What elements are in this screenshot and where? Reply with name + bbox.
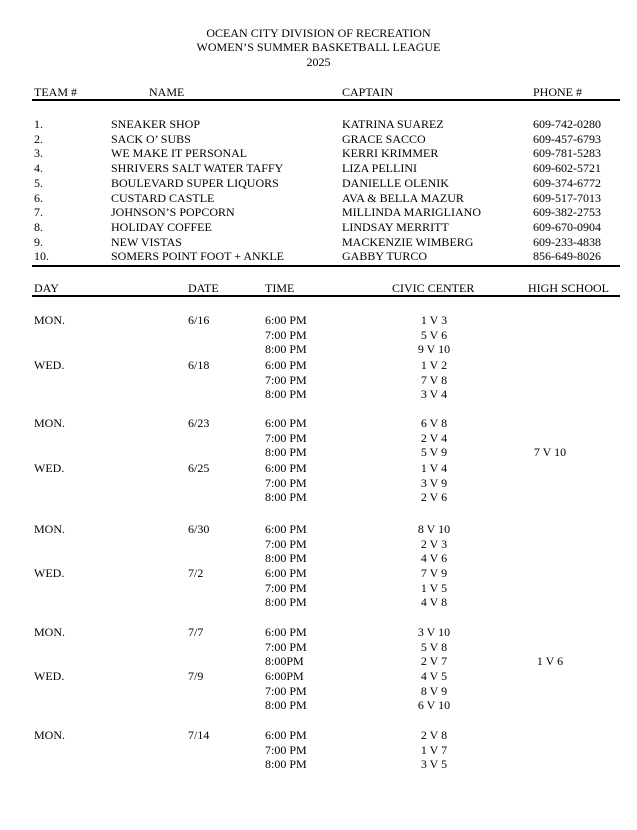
col-header-phone: PHONE #	[533, 85, 583, 99]
civic-center-matchup: 9 V 10	[417, 342, 451, 357]
teams-bottom-rule	[32, 265, 620, 267]
team-phone: 609-517-7013	[533, 190, 601, 205]
civic-center-matchup: 6 V 10	[417, 698, 451, 713]
league-title-line1: OCEAN CITY DIVISION OF RECREATION	[206, 26, 431, 40]
game-time: 6:00 PM	[265, 358, 307, 372]
team-phone: 609-382-2753	[533, 205, 601, 220]
game-time: 8:00 PM	[265, 445, 307, 460]
team-phone: 609-457-6793	[533, 131, 601, 146]
civic-center-matchup: 2 V 7	[420, 654, 448, 669]
team-captain: DANIELLE OLENIK	[342, 175, 449, 190]
game-time: 7:00 PM	[265, 475, 307, 490]
civic-center-matchup: 4 V 6	[420, 551, 448, 566]
league-year: 2025	[306, 55, 331, 69]
col-header-time: TIME	[265, 281, 295, 295]
team-name: NEW VISTAS	[111, 234, 182, 249]
civic-center-matchup: 2 V 6	[420, 490, 448, 505]
civic-center-matchup: 1 V 5	[420, 580, 448, 595]
team-phone: 609-374-6772	[533, 175, 601, 190]
team-captain: GRACE SACCO	[342, 131, 426, 146]
team-number: 8.	[34, 219, 43, 234]
civic-center-matchup: 3 V 4	[420, 387, 448, 402]
civic-center-matchup: 3 V 10	[417, 625, 451, 639]
game-time: 8:00 PM	[265, 387, 307, 402]
civic-center-matchup: 4 V 8	[420, 595, 448, 610]
team-name: SHRIVERS SALT WATER TAFFY	[111, 161, 284, 176]
game-time: 8:00 PM	[265, 698, 307, 713]
game-time: 7:00 PM	[265, 683, 307, 698]
team-name: WE MAKE IT PERSONAL	[111, 146, 248, 161]
game-day: MON.	[34, 522, 66, 536]
game-date: 6/16	[188, 313, 210, 327]
team-captain: LINDSAY MERRITT	[342, 219, 449, 234]
civic-center-matchup: 7 V 9	[420, 566, 448, 580]
game-day: MON.	[34, 625, 66, 639]
team-number: 5.	[34, 175, 43, 190]
game-date: 6/30	[188, 522, 210, 536]
game-date: 7/7	[188, 625, 204, 639]
team-captain: LIZA PELLINI	[342, 161, 417, 176]
game-time: 7:00 PM	[265, 327, 307, 342]
team-number: 1.	[34, 117, 43, 131]
high-school-matchup: 7 V 10	[533, 445, 567, 460]
team-captain: MILLINDA MARIGLIANO	[342, 205, 481, 220]
team-phone: 609-602-5721	[533, 161, 601, 176]
civic-center-matchup: 6 V 8	[420, 416, 448, 430]
league-title-line2: WOMEN’S SUMMER BASKETBALL LEAGUE	[196, 40, 441, 54]
game-date: 6/23	[188, 416, 210, 430]
team-captain: GABBY TURCO	[342, 249, 428, 264]
col-header-high-school: HIGH SCHOOL	[528, 281, 609, 295]
col-header-date: DATE	[188, 281, 219, 295]
game-day: MON.	[34, 313, 66, 327]
civic-center-matchup: 5 V 6	[420, 327, 448, 342]
game-time: 6:00 PM	[265, 566, 307, 580]
game-time: 7:00 PM	[265, 580, 307, 595]
game-day: MON.	[34, 416, 66, 430]
game-date: 7/14	[188, 728, 210, 742]
teams-header-rule	[32, 99, 620, 101]
team-phone: 609-670-0904	[533, 219, 601, 234]
game-time: 6:00 PM	[265, 625, 307, 639]
civic-center-matchup: 2 V 3	[420, 536, 448, 551]
game-date: 6/18	[188, 358, 210, 372]
civic-center-matchup: 8 V 10	[417, 522, 451, 536]
game-time: 8:00 PM	[265, 490, 307, 505]
game-time: 7:00 PM	[265, 639, 307, 654]
team-number: 9.	[34, 234, 43, 249]
high-school-matchup: 1 V 6	[536, 654, 564, 669]
col-header-civic-center: CIVIC CENTER	[392, 281, 475, 295]
team-captain: KERRI KRIMMER	[342, 146, 439, 161]
team-number: 2.	[34, 131, 43, 146]
game-date: 7/9	[188, 669, 204, 683]
game-day: WED.	[34, 358, 65, 372]
game-day: MON.	[34, 728, 66, 742]
game-time: 8:00 PM	[265, 551, 307, 566]
team-number: 10.	[34, 249, 49, 264]
game-day: WED.	[34, 566, 65, 580]
civic-center-matchup: 1 V 3	[420, 313, 448, 327]
team-name: BOULEVARD SUPER LIQUORS	[111, 175, 279, 190]
civic-center-matchup: 4 V 5	[420, 669, 448, 683]
game-time: 6:00 PM	[265, 728, 307, 742]
team-phone: 609-781-5283	[533, 146, 601, 161]
schedule-header-rule	[32, 295, 620, 297]
team-phone: 609-742-0280	[533, 117, 601, 131]
col-header-captain: CAPTAIN	[342, 85, 394, 99]
game-time: 6:00 PM	[265, 416, 307, 430]
game-time: 6:00PM	[265, 669, 304, 683]
civic-center-matchup: 3 V 5	[420, 757, 448, 772]
team-number: 7.	[34, 205, 43, 220]
team-captain: KATRINA SUAREZ	[342, 117, 444, 131]
game-time: 8:00 PM	[265, 757, 307, 772]
game-time: 7:00 PM	[265, 742, 307, 757]
game-time: 6:00 PM	[265, 461, 307, 475]
team-name: SOMERS POINT FOOT + ANKLE	[111, 249, 285, 264]
team-number: 6.	[34, 190, 43, 205]
civic-center-matchup: 7 V 8	[420, 372, 448, 387]
civic-center-matchup: 1 V 2	[420, 358, 448, 372]
civic-center-matchup: 5 V 8	[420, 639, 448, 654]
civic-center-matchup: 1 V 7	[420, 742, 448, 757]
game-day: WED.	[34, 669, 65, 683]
game-time: 8:00 PM	[265, 342, 307, 357]
game-time: 7:00 PM	[265, 536, 307, 551]
team-phone: 609-233-4838	[533, 234, 601, 249]
game-time: 6:00 PM	[265, 313, 307, 327]
civic-center-matchup: 1 V 4	[420, 461, 448, 475]
game-time: 7:00 PM	[265, 372, 307, 387]
team-name: SACK O’ SUBS	[111, 131, 191, 146]
civic-center-matchup: 3 V 9	[420, 475, 448, 490]
civic-center-matchup: 2 V 4	[420, 430, 448, 445]
col-header-team-number: TEAM #	[34, 85, 77, 99]
game-date: 6/25	[188, 461, 210, 475]
game-time: 6:00 PM	[265, 522, 307, 536]
game-time: 7:00 PM	[265, 430, 307, 445]
team-name: JOHNSON’S POPCORN	[111, 205, 235, 220]
team-phone: 856-649-8026	[533, 249, 601, 264]
game-day: WED.	[34, 461, 65, 475]
team-name: CUSTARD CASTLE	[111, 190, 215, 205]
team-name: SNEAKER SHOP	[111, 117, 201, 131]
game-date: 7/2	[188, 566, 204, 580]
team-number: 4.	[34, 161, 43, 176]
civic-center-matchup: 8 V 9	[420, 683, 448, 698]
team-number: 3.	[34, 146, 43, 161]
game-time: 8:00 PM	[265, 595, 307, 610]
team-name: HOLIDAY COFFEE	[111, 219, 212, 234]
team-captain: MACKENZIE WIMBERG	[342, 234, 474, 249]
game-time: 8:00PM	[265, 654, 304, 669]
civic-center-matchup: 2 V 8	[420, 728, 448, 742]
col-header-name: NAME	[149, 85, 185, 99]
team-captain: AVA & BELLA MAZUR	[342, 190, 464, 205]
col-header-day: DAY	[34, 281, 59, 295]
civic-center-matchup: 5 V 9	[420, 445, 448, 460]
